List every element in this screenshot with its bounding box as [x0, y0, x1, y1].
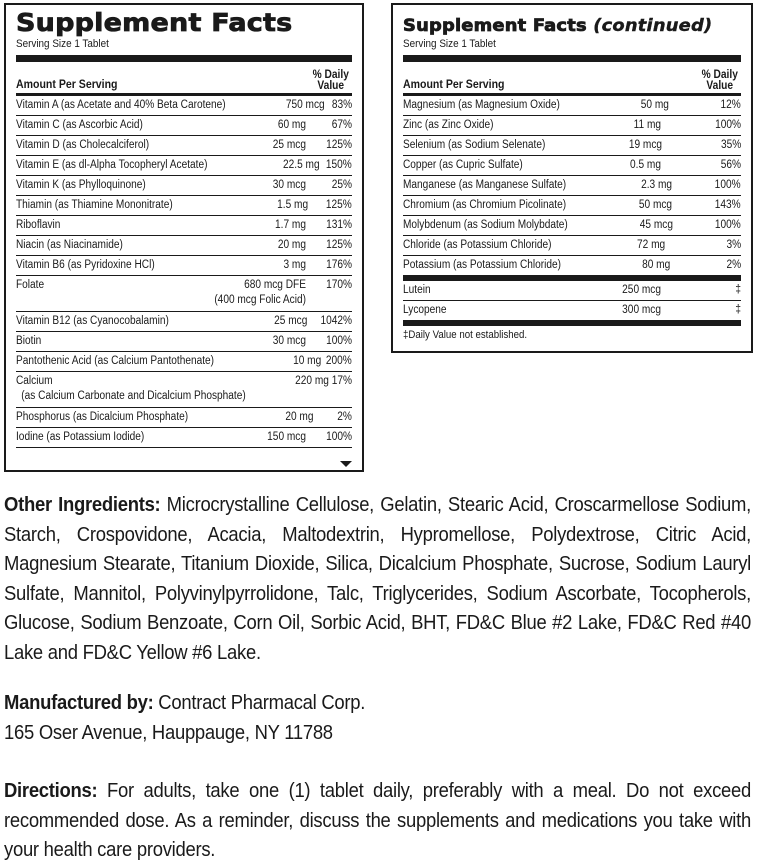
nutrient-row: [16, 156, 352, 176]
nutrient-row: [16, 372, 352, 408]
nutrient-dv: ‡: [735, 304, 741, 316]
panel-title: Supplement Facts: [16, 8, 293, 37]
nutrient-dv: 200%: [326, 355, 352, 367]
manufacturer-address: 165 Oser Avenue, Hauppauge, NY 11788: [4, 720, 333, 744]
directions-label: Directions:: [4, 779, 98, 802]
nutrient-amount: 60 mg: [277, 119, 306, 131]
nutrient-row: [403, 196, 741, 216]
nutrient-row: [403, 136, 741, 156]
nutrient-amount: 300 mcg: [622, 304, 661, 316]
nutrient-name: Chloride (as Potassium Chloride): [403, 239, 552, 251]
nutrient-amount: 1.5 mg: [277, 199, 309, 211]
nutrient-dv: 83%: [331, 99, 352, 111]
nutrient-dv: 131%: [326, 219, 352, 231]
daily-value-footnote: ‡Daily Value not established.: [403, 329, 528, 341]
nutrient-amount: [200, 278, 306, 308]
nutrient-dv: 150%: [326, 159, 352, 171]
nutrient-name: Molybdenum (as Sodium Molybdate): [403, 219, 568, 231]
nutrient-name-sub: (as Calcium Carbonate and Dicalcium Phosphate): [21, 390, 246, 402]
nutrient-dv: 2%: [726, 259, 741, 271]
nutrient-row: [403, 156, 741, 176]
nutrient-amount: 22.5 mg: [282, 159, 320, 171]
nutrient-dv: 17%: [331, 375, 352, 387]
nutrient-row: [403, 236, 741, 256]
table-header: [403, 62, 741, 93]
nutrient-list: [16, 96, 352, 448]
nutrient-row: [403, 256, 741, 275]
nutrient-row: [403, 96, 741, 116]
nutrient-row: [16, 196, 352, 216]
nutrient-name: Chromium (as Chromium Picolinate): [403, 199, 567, 211]
panel-title-main: Supplement Facts: [403, 16, 587, 36]
nutrient-name: Lycopene: [403, 304, 447, 316]
other-ingredients-label: Other Ingredients:: [4, 493, 161, 516]
nutrient-name: Iodine (as Potassium Iodide): [16, 431, 145, 443]
nutrient-row: [16, 216, 352, 236]
nutrient-amount: 30 mcg: [272, 335, 306, 347]
nutrient-row: [403, 116, 741, 136]
nutrient-amount: 0.5 mg: [630, 159, 661, 171]
nutrient-name: Folate: [16, 279, 45, 291]
divider-thick: [16, 55, 352, 62]
nutrient-row: [16, 428, 352, 448]
nutrient-amount: 72 mg: [636, 239, 665, 251]
nutrient-name: Pantothenic Acid (as Calcium Pantothenate): [16, 355, 215, 367]
nutrient-amount-main: 680 mcg DFE: [244, 279, 306, 291]
nutrient-row: [16, 116, 352, 136]
nutrient-name: Magnesium (as Magnesium Oxide): [403, 99, 560, 111]
other-ingredients-text: Microcrystalline Cellulose, Gelatin, Stearic Acid, Croscarmellose Sodium, Starch, Crospovidone, Acacia, Maltodextrin, Hypromellose, Polydextrose, Citric Acid, Magnesium Stearate, Titanium Dioxide, Silica, Dicalcium Phosphate, Sucrose, Sodium Lauryl Sulfate, Mannitol, Polyvinylpyrrolidone, Talc, Triglycerides, Sodium Ascorbate, Tocopherols, Glucose, Sodium Benzoate, Corn Oil, Sorbic Acid, BHT, FD&C Blue #2 Lake, FD&C Red #40 Lake and FD&C Yellow #6 Lake.: [4, 493, 751, 664]
nutrient-amount: 20 mg: [284, 411, 314, 423]
nutrient-dv: 100%: [715, 179, 741, 191]
nutrient-amount: 19 mcg: [628, 139, 662, 151]
daily-value-line2: Value: [706, 78, 734, 92]
nutrient-name: Niacin (as Niacinamide): [16, 239, 123, 251]
nutrient-dv: 170%: [326, 279, 352, 291]
nutrient-name: [16, 374, 246, 404]
nutrient-name: Vitamin D (as Cholecalciferol): [16, 139, 150, 151]
nutrient-row: [16, 136, 352, 156]
nutrient-name: Thiamin (as Thiamine Mononitrate): [16, 199, 173, 211]
panel-title-suffix: (continued): [593, 16, 713, 36]
nutrient-amount: 30 mcg: [272, 179, 306, 191]
nutrient-amount: 150 mcg: [267, 431, 306, 443]
other-nutrient-list: [403, 281, 741, 320]
nutrient-dv: 125%: [326, 139, 352, 151]
nutrient-row: [403, 216, 741, 236]
nutrient-name: Phosphorus (as Dicalcium Phosphate): [16, 411, 189, 423]
nutrient-amount: 50 mg: [641, 99, 670, 111]
nutrient-row: [16, 276, 352, 312]
daily-value-label: [699, 69, 742, 91]
nutrient-amount: 11 mg: [633, 119, 661, 131]
nutrient-row: [16, 312, 352, 332]
nutrient-amount-sub: (400 mcg Folic Acid): [214, 294, 306, 306]
nutrient-name: Vitamin B6 (as Pyridoxine HCl): [16, 259, 155, 271]
nutrient-name: Potassium (as Potassium Chloride): [403, 259, 562, 271]
nutrient-name: Biotin: [16, 335, 42, 347]
nutrient-name: Vitamin A (as Acetate and 40% Beta Carotene): [16, 99, 226, 111]
nutrient-name: Copper (as Cupric Sulfate): [403, 159, 523, 171]
manufacturer-name: Contract Pharmacal Corp.: [153, 691, 366, 714]
nutrient-row: [403, 281, 741, 301]
nutrient-amount: 25 mcg: [272, 139, 306, 151]
nutrient-name: Vitamin K (as Phylloquinone): [16, 179, 146, 191]
amount-per-serving-label: Amount Per Serving: [403, 77, 505, 91]
supplement-facts-panel: [4, 3, 364, 472]
nutrient-amount: 50 mcg: [639, 199, 673, 211]
nutrient-amount: 220 mg: [295, 375, 329, 387]
nutrient-amount: 20 mg: [277, 239, 306, 251]
nutrient-amount: 750 mcg: [286, 99, 325, 111]
nutrient-row: [16, 352, 352, 372]
nutrient-name: Lutein: [403, 284, 431, 296]
divider-thick: [403, 55, 741, 62]
amount-per-serving-label: Amount Per Serving: [16, 77, 118, 91]
nutrient-dv: 176%: [326, 259, 352, 271]
nutrient-dv: ‡: [735, 284, 741, 296]
other-ingredients: [4, 490, 752, 667]
supplement-facts-continued-panel: [391, 3, 753, 353]
divider-heavy: [403, 320, 741, 326]
daily-value-line1: % Daily: [312, 67, 349, 81]
nutrient-amount: 3 mg: [283, 259, 306, 271]
nutrient-dv: 67%: [331, 119, 352, 131]
nutrient-row: [16, 332, 352, 352]
nutrient-dv: 100%: [326, 335, 352, 347]
nutrient-row: [16, 236, 352, 256]
daily-value-line2: Value: [317, 78, 345, 92]
nutrient-row: [16, 408, 352, 428]
manufacturer-info: [4, 688, 752, 747]
nutrient-amount: 1.7 mg: [275, 219, 306, 231]
nutrient-row: [16, 176, 352, 196]
nutrient-name: Vitamin E (as dl-Alpha Tocopheryl Acetate): [16, 159, 208, 171]
nutrient-dv: 125%: [326, 239, 352, 251]
directions-text: For adults, take one (1) tablet daily, preferably with a meal. Do not exceed recommended dose. As a reminder, discuss the supplements and medications you take with your health care providers.: [4, 779, 751, 861]
nutrient-name: Vitamin B12 (as Cyanocobalamin): [16, 315, 169, 327]
nutrient-dv: 100%: [326, 431, 352, 443]
directions: [4, 776, 752, 863]
nutrient-amount: 2.3 mg: [641, 179, 673, 191]
nutrient-dv: 25%: [331, 179, 352, 191]
nutrient-dv: 1042%: [320, 315, 352, 327]
nutrient-name: Riboflavin: [16, 219, 61, 231]
nutrient-dv: 100%: [715, 119, 741, 131]
nutrient-amount: 80 mg: [641, 259, 670, 271]
nutrient-row: [16, 96, 352, 116]
serving-size: Serving Size 1 Tablet: [403, 38, 496, 50]
serving-size: Serving Size 1 Tablet: [16, 38, 109, 50]
nutrient-dv: 125%: [326, 199, 352, 211]
daily-value-line1: % Daily: [701, 67, 738, 81]
nutrient-name: Vitamin C (as Ascorbic Acid): [16, 119, 143, 131]
nutrient-name-main: Calcium: [16, 375, 53, 387]
nutrient-amount: 25 mcg: [273, 315, 308, 327]
table-header: [16, 62, 352, 93]
nutrient-dv: 3%: [726, 239, 741, 251]
nutrient-row: [16, 256, 352, 276]
nutrient-name: Selenium (as Sodium Selenate): [403, 139, 546, 151]
nutrient-dv: 143%: [715, 199, 741, 211]
nutrient-amount: 250 mcg: [622, 284, 661, 296]
nutrient-name: Zinc (as Zinc Oxide): [403, 119, 494, 131]
panel-title: [403, 15, 757, 37]
nutrient-dv: 100%: [715, 219, 741, 231]
nutrient-amount: 45 mcg: [640, 219, 674, 231]
nutrient-list: [403, 96, 741, 275]
continued-arrow-icon: [340, 461, 352, 467]
manufacturer-label: Manufactured by:: [4, 691, 154, 714]
daily-value-label: [310, 69, 353, 91]
nutrient-name: Manganese (as Manganese Sulfate): [403, 179, 567, 191]
nutrient-dv: 35%: [720, 139, 741, 151]
nutrient-amount: 10 mg: [293, 355, 322, 367]
nutrient-dv: 12%: [720, 99, 741, 111]
nutrient-dv: 2%: [337, 411, 352, 423]
nutrient-row: [403, 176, 741, 196]
nutrient-row: [403, 301, 741, 320]
nutrient-dv: 56%: [720, 159, 741, 171]
